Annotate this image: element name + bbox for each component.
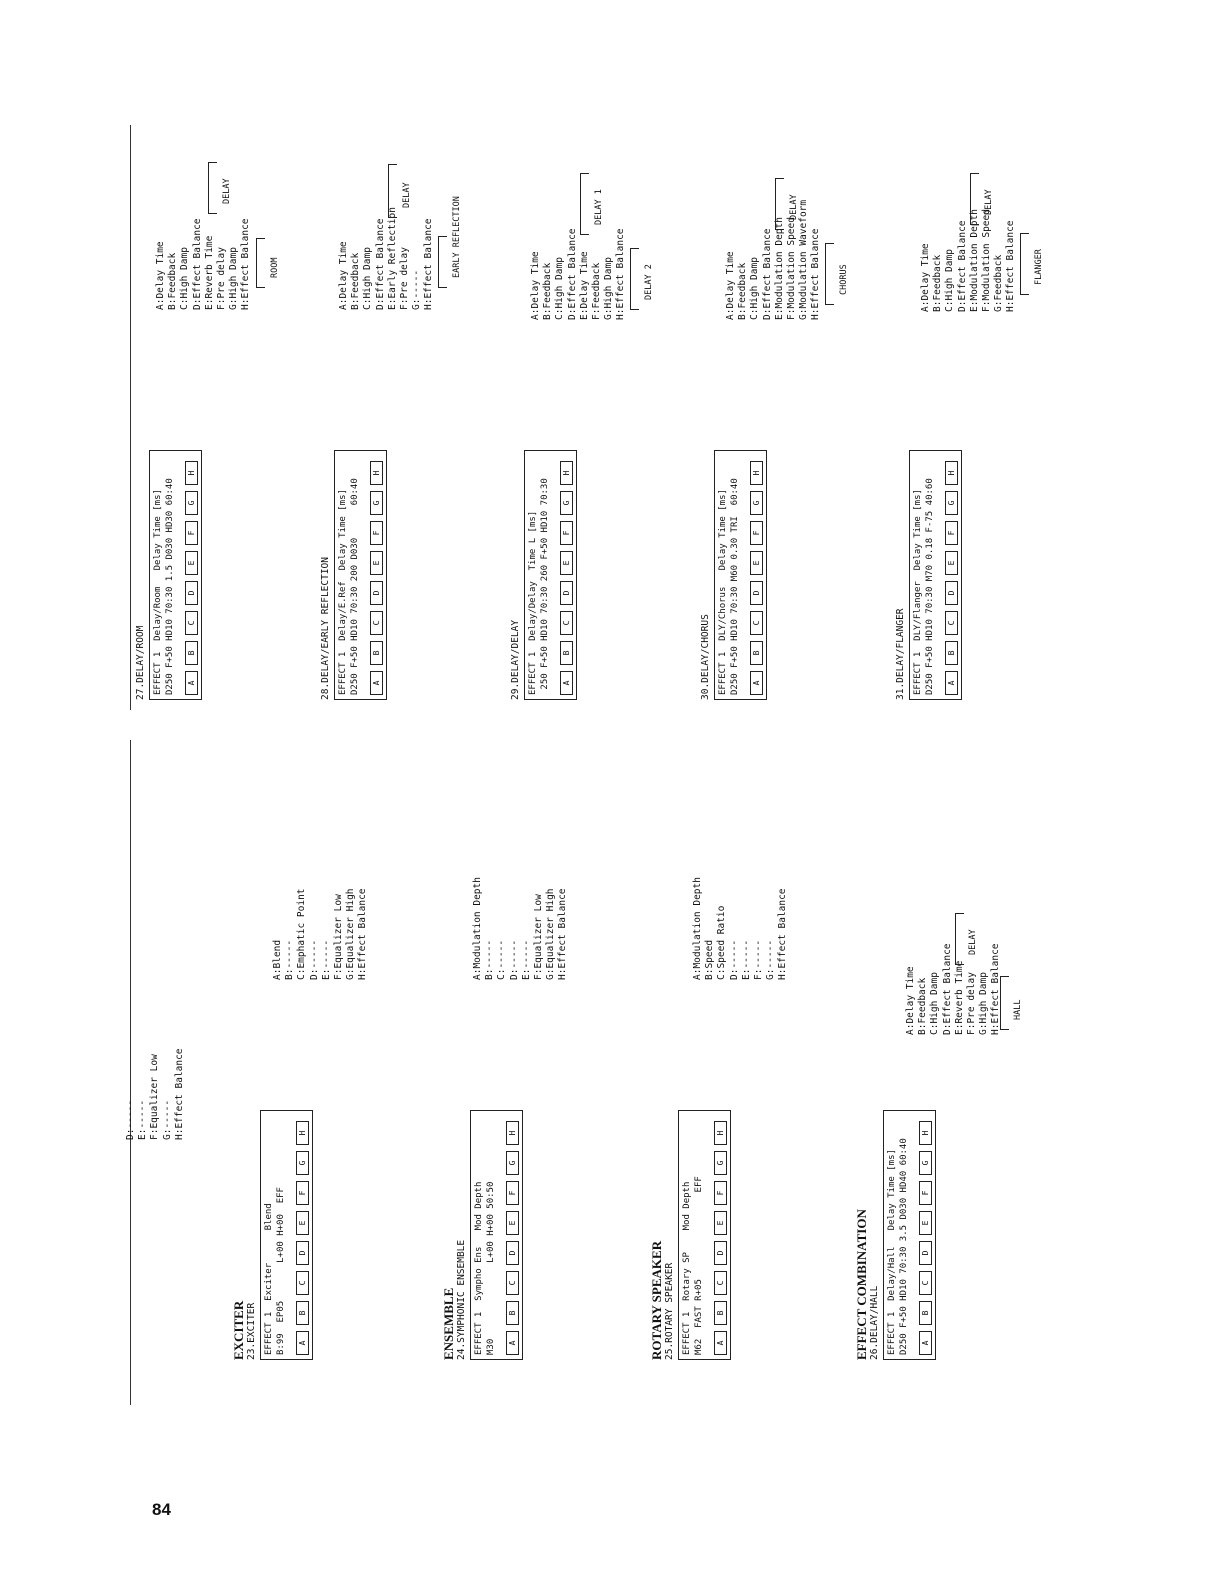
param: G:High Damp xyxy=(603,257,615,320)
knob-keys xyxy=(290,1115,309,1355)
section-subtitle: 29.DELAY/DELAY xyxy=(510,619,521,700)
lcd-row-2: D250 F+50 HD10 70:30 M60 0.30 TRI 60:40 xyxy=(730,478,740,695)
knob-key: D xyxy=(714,1241,727,1265)
param: D:Effect Balance xyxy=(761,228,773,320)
param: B:----- xyxy=(484,939,496,980)
knob-key: E xyxy=(945,551,958,575)
category-heading: ROTARY SPEAKER xyxy=(649,1240,664,1360)
knob-key: H xyxy=(945,461,958,485)
param: D:Effect Balance xyxy=(374,218,386,310)
param: E:Early Reflection xyxy=(386,207,398,310)
knob-key: G xyxy=(750,491,763,515)
param: A:Delay Time xyxy=(920,243,931,312)
param-list xyxy=(905,943,1003,1035)
param: H:Effect Balance xyxy=(240,218,252,310)
param: D:----- xyxy=(125,1099,136,1140)
section-delay-chorus xyxy=(700,450,767,700)
section-subtitle: 27.DELAY/ROOM xyxy=(135,625,146,700)
knob-keys xyxy=(554,455,573,695)
param: E:----- xyxy=(320,939,332,980)
param-list xyxy=(338,207,436,310)
knob-key: G xyxy=(919,1151,932,1175)
param: E:Reverb Time xyxy=(203,235,215,310)
group-label: EARLY REFLECTION xyxy=(452,196,462,278)
param: G:Equalizer High xyxy=(545,888,557,980)
section-ensemble xyxy=(442,1110,523,1360)
lcd-row-1: EFFECT 1 Delay/Delay Time L [ms] xyxy=(528,510,538,695)
knob-key: G xyxy=(370,491,383,515)
knob-key: G xyxy=(560,491,573,515)
right-column-rule xyxy=(130,125,131,710)
group-label: DELAY 1 xyxy=(594,189,604,225)
lcd-row-1: EFFECT 1 DLY/Flanger Delay Time [ms] xyxy=(913,489,923,695)
param: C:High Damp xyxy=(944,249,956,312)
param: A:Modulation Depth xyxy=(692,877,703,980)
param: H:Effect Balance xyxy=(1005,220,1017,312)
knob-key: A xyxy=(919,1331,932,1355)
param: G:----- xyxy=(411,269,423,310)
knob-key: H xyxy=(370,461,383,485)
param: E:Modulation Depth xyxy=(968,209,980,312)
param: A:Blend xyxy=(272,939,283,980)
knob-keys xyxy=(179,455,198,695)
section-subtitle: 28.DELAY/EARLY REFLECTION xyxy=(320,557,331,700)
knob-key: D xyxy=(750,581,763,605)
category-heading: ENSEMBLE xyxy=(441,1287,456,1360)
knob-key: H xyxy=(750,461,763,485)
lcd-row-1: EFFECT 1 Delay/Room Delay Time [ms] xyxy=(153,489,163,695)
param: A:Modulation Depth xyxy=(472,877,483,980)
knob-keys xyxy=(364,455,383,695)
group-label: HALL xyxy=(1013,999,1023,1020)
group-bracket xyxy=(256,238,265,288)
param: H:Effect Balance xyxy=(557,888,569,980)
param: B:----- xyxy=(284,939,296,980)
lcd-display xyxy=(260,1110,313,1360)
param: B:Feedback xyxy=(917,977,929,1035)
group-bracket xyxy=(955,913,964,965)
knob-key: H xyxy=(506,1121,519,1145)
param: H:Effect Balance xyxy=(990,943,1002,1035)
knob-key: A xyxy=(750,671,763,695)
param-list xyxy=(530,228,628,320)
knob-keys xyxy=(939,455,958,695)
knob-key: A xyxy=(185,671,198,695)
knob-key: D xyxy=(945,581,958,605)
knob-key: H xyxy=(919,1121,932,1145)
lcd-row-2: D250 F+50 HD10 70:30 3.5 D030 HD40 60:40 xyxy=(899,1138,909,1355)
section-delay-hall xyxy=(855,1110,936,1360)
section-subtitle: 24.SYMPHONIC ENSEMBLE xyxy=(456,1239,467,1360)
param: E:----- xyxy=(137,1099,149,1140)
rotated-page-content xyxy=(120,120,1080,1440)
section-delay-early-reflection xyxy=(320,450,387,700)
section-rotary-speaker xyxy=(650,1110,731,1360)
lcd-row-1: EFFECT 1 Delay/Hall Delay Time [ms] xyxy=(887,1149,897,1355)
param: C:High Damp xyxy=(554,257,566,320)
knob-key: F xyxy=(560,521,573,545)
param: B:Feedback xyxy=(932,254,944,312)
group-bracket xyxy=(208,162,217,214)
param: A:Delay Time xyxy=(338,241,349,310)
knob-key: B xyxy=(919,1301,932,1325)
knob-key: C xyxy=(185,611,198,635)
knob-key: D xyxy=(370,581,383,605)
lcd-row-2: D250 F+50 HD10 70:30 1.5 D030 HD30 60:40 xyxy=(165,478,175,695)
lcd-row-1: EFFECT 1 Sympho Ens Mod Depth xyxy=(474,1181,484,1355)
group-label: CHORUS xyxy=(839,264,849,295)
param: D:Effect Balance xyxy=(956,220,968,312)
param: E:----- xyxy=(740,939,752,980)
lcd-row-1: EFFECT 1 DLY/Chorus Delay Time [ms] xyxy=(718,489,728,695)
knob-key: H xyxy=(560,461,573,485)
knob-key: D xyxy=(919,1241,932,1265)
param: C:High Damp xyxy=(362,247,374,310)
param: H:Effect Balance xyxy=(810,228,822,320)
param: C:High Damp xyxy=(749,257,761,320)
group-label: DELAY xyxy=(968,929,978,955)
param: C:----- xyxy=(496,939,508,980)
param: E:----- xyxy=(520,939,532,980)
param: C:High Damp xyxy=(179,247,191,310)
param: E:Modulation Depth xyxy=(773,217,785,320)
lcd-display xyxy=(883,1110,936,1360)
param: F:Equalizer Low xyxy=(533,894,545,980)
group-label: DELAY xyxy=(984,189,994,215)
knob-keys xyxy=(913,1115,932,1355)
knob-key: E xyxy=(919,1211,932,1235)
knob-key: A xyxy=(506,1331,519,1355)
group-bracket xyxy=(388,164,397,218)
lcd-row-2: D250 F+50 HD10 70:30 M70 0.18 F-75 40:60 xyxy=(925,478,935,695)
knob-keys xyxy=(500,1115,519,1355)
section-subtitle: 30.DELAY/CHORUS xyxy=(700,614,711,700)
param: F:----- xyxy=(753,939,765,980)
lcd-row-2: M62 FAST R+05 EFF xyxy=(694,1176,704,1355)
knob-key: F xyxy=(750,521,763,545)
param-list xyxy=(920,209,1018,312)
knob-key: A xyxy=(714,1331,727,1355)
knob-key: F xyxy=(945,521,958,545)
knob-key: B xyxy=(370,641,383,665)
lcd-display xyxy=(524,450,577,700)
lcd-row-1: EFFECT 1 Delay/E.Ref Delay Time [ms] xyxy=(338,489,348,695)
knob-key: G xyxy=(506,1151,519,1175)
knob-key: C xyxy=(370,611,383,635)
lcd-row-2: 250 F+50 HD10 70:30 260 F+50 HD10 70:30 xyxy=(540,478,550,695)
param: C:Speed Ratio xyxy=(716,905,728,980)
knob-key: E xyxy=(370,551,383,575)
knob-key: G xyxy=(296,1151,309,1175)
knob-key: E xyxy=(560,551,573,575)
lcd-display xyxy=(714,450,767,700)
param: F:Pre delay xyxy=(966,972,978,1035)
knob-key: B xyxy=(506,1301,519,1325)
param: B:Feedback xyxy=(350,252,362,310)
knob-key: E xyxy=(296,1211,309,1235)
group-label: DELAY xyxy=(402,182,412,208)
category-heading: EXCITER xyxy=(231,1300,246,1360)
param-list xyxy=(692,877,790,980)
knob-key: F xyxy=(296,1181,309,1205)
param: G:Modulation Waveform xyxy=(798,199,810,320)
lcd-display xyxy=(678,1110,731,1360)
knob-key: F xyxy=(506,1181,519,1205)
param: B:Speed xyxy=(704,939,716,980)
param: A:Delay Time xyxy=(530,251,541,320)
param: C:Emphatic Point xyxy=(296,888,308,980)
section-subtitle: 31.DELAY/FLANGER xyxy=(895,608,906,700)
knob-key: H xyxy=(185,461,198,485)
param: B:Feedback xyxy=(737,262,749,320)
group-bracket xyxy=(825,243,834,305)
knob-key: C xyxy=(560,611,573,635)
group-label: DELAY 2 xyxy=(644,264,654,300)
lcd-row-1: EFFECT 1 Rotary SP Mod Depth xyxy=(682,1181,692,1355)
knob-key: E xyxy=(506,1211,519,1235)
knob-key: A xyxy=(945,671,958,695)
param: E:Reverb Time xyxy=(953,960,965,1035)
continuation-param-list xyxy=(125,1048,186,1140)
knob-keys xyxy=(744,455,763,695)
knob-key: E xyxy=(750,551,763,575)
param-list xyxy=(155,218,253,310)
lcd-display xyxy=(909,450,962,700)
lcd-display xyxy=(149,450,202,700)
knob-key: F xyxy=(919,1181,932,1205)
knob-key: B xyxy=(714,1301,727,1325)
group-bracket xyxy=(438,236,447,288)
param: D:----- xyxy=(728,939,740,980)
knob-key: F xyxy=(714,1181,727,1205)
category-heading: EFFECT COMBINATION xyxy=(854,1209,869,1360)
knob-key: E xyxy=(714,1211,727,1235)
knob-key: A xyxy=(560,671,573,695)
param: E:Delay Time xyxy=(578,251,590,320)
param: C:High Damp xyxy=(929,972,941,1035)
knob-key: B xyxy=(750,641,763,665)
knob-key: D xyxy=(185,581,198,605)
param: F:Equalizer Low xyxy=(333,894,345,980)
section-subtitle: 25.ROTARY SPEAKER xyxy=(664,1262,675,1360)
section-delay-delay xyxy=(510,450,577,700)
group-bracket xyxy=(1000,976,1009,1030)
knob-key: D xyxy=(506,1241,519,1265)
param: D:----- xyxy=(308,939,320,980)
knob-key: G xyxy=(185,491,198,515)
lcd-row-1: EFFECT 1 Exciter Blend xyxy=(264,1203,274,1355)
param: H:Effect Balance xyxy=(357,888,369,980)
param: F:Pre delay xyxy=(399,247,411,310)
param: A:Delay Time xyxy=(155,241,166,310)
param: D:Effect Balance xyxy=(566,228,578,320)
knob-key: H xyxy=(714,1121,727,1145)
param: D:Effect Balance xyxy=(941,943,953,1035)
knob-key: A xyxy=(296,1331,309,1355)
param: F:Modulation Speed xyxy=(981,209,993,312)
knob-key: A xyxy=(370,671,383,695)
param: F:Feedback xyxy=(591,262,603,320)
param: A:Delay Time xyxy=(725,251,736,320)
param: H:Effect Balance xyxy=(173,1048,185,1140)
knob-key: C xyxy=(919,1271,932,1295)
knob-key: C xyxy=(750,611,763,635)
lcd-display xyxy=(334,450,387,700)
param: H:Effect Balance xyxy=(777,888,789,980)
param: G:----- xyxy=(161,1099,173,1140)
param: G:Feedback xyxy=(993,254,1005,312)
param: D:----- xyxy=(508,939,520,980)
section-subtitle: 26.DELAY/HALL xyxy=(869,1285,880,1360)
knob-key: B xyxy=(945,641,958,665)
lcd-row-2: D250 F+50 HD10 70:30 200 D030 60:40 xyxy=(350,478,360,695)
lcd-row-2: M30 L+00 H+00 50:50 xyxy=(486,1181,496,1355)
knob-key: C xyxy=(296,1271,309,1295)
group-bracket xyxy=(970,173,979,225)
param: G:High Damp xyxy=(228,247,240,310)
group-bracket xyxy=(1020,233,1029,295)
param: H:Effect Balance xyxy=(423,218,435,310)
knob-key: E xyxy=(185,551,198,575)
param: F:Modulation Speed xyxy=(786,217,798,320)
param: F:Pre delay xyxy=(216,247,228,310)
section-delay-room xyxy=(135,450,202,700)
section-delay-flanger xyxy=(895,450,962,700)
group-bracket xyxy=(775,178,784,230)
param-list xyxy=(725,200,823,320)
knob-key: C xyxy=(506,1271,519,1295)
section-exciter xyxy=(232,1110,313,1360)
param-list xyxy=(272,888,370,980)
knob-key: G xyxy=(945,491,958,515)
knob-key: B xyxy=(296,1301,309,1325)
lcd-row-2: B:99 EP05 L+00 H+00 EFF xyxy=(276,1187,286,1355)
knob-key: F xyxy=(185,521,198,545)
param: G:Equalizer High xyxy=(345,888,357,980)
param: G:High Damp xyxy=(978,972,990,1035)
knob-key: D xyxy=(296,1241,309,1265)
knob-key: B xyxy=(560,641,573,665)
group-label: FLANGER xyxy=(1034,249,1044,285)
knob-key: B xyxy=(185,641,198,665)
param: D:Effect Balance xyxy=(191,218,203,310)
group-label: DELAY xyxy=(789,194,799,220)
knob-key: F xyxy=(370,521,383,545)
param: H:Effect Balance xyxy=(615,228,627,320)
group-label: DELAY xyxy=(222,178,232,204)
group-label: ROOM xyxy=(270,257,280,278)
param-list xyxy=(472,877,570,980)
section-subtitle: 23.EXCITER xyxy=(246,1302,257,1360)
param: F:Equalizer Low xyxy=(149,1054,161,1140)
param: G:----- xyxy=(765,939,777,980)
param: B:Feedback xyxy=(167,252,179,310)
param: B:Feedback xyxy=(542,262,554,320)
knob-keys xyxy=(708,1115,727,1355)
page-number: 84 xyxy=(152,1500,171,1519)
knob-key: H xyxy=(296,1121,309,1145)
knob-key: C xyxy=(945,611,958,635)
knob-key: D xyxy=(560,581,573,605)
group-bracket xyxy=(580,173,589,235)
lcd-display xyxy=(470,1110,523,1360)
knob-key: G xyxy=(714,1151,727,1175)
param: A:Delay Time xyxy=(905,966,916,1035)
knob-key: C xyxy=(714,1271,727,1295)
group-bracket xyxy=(630,248,639,310)
